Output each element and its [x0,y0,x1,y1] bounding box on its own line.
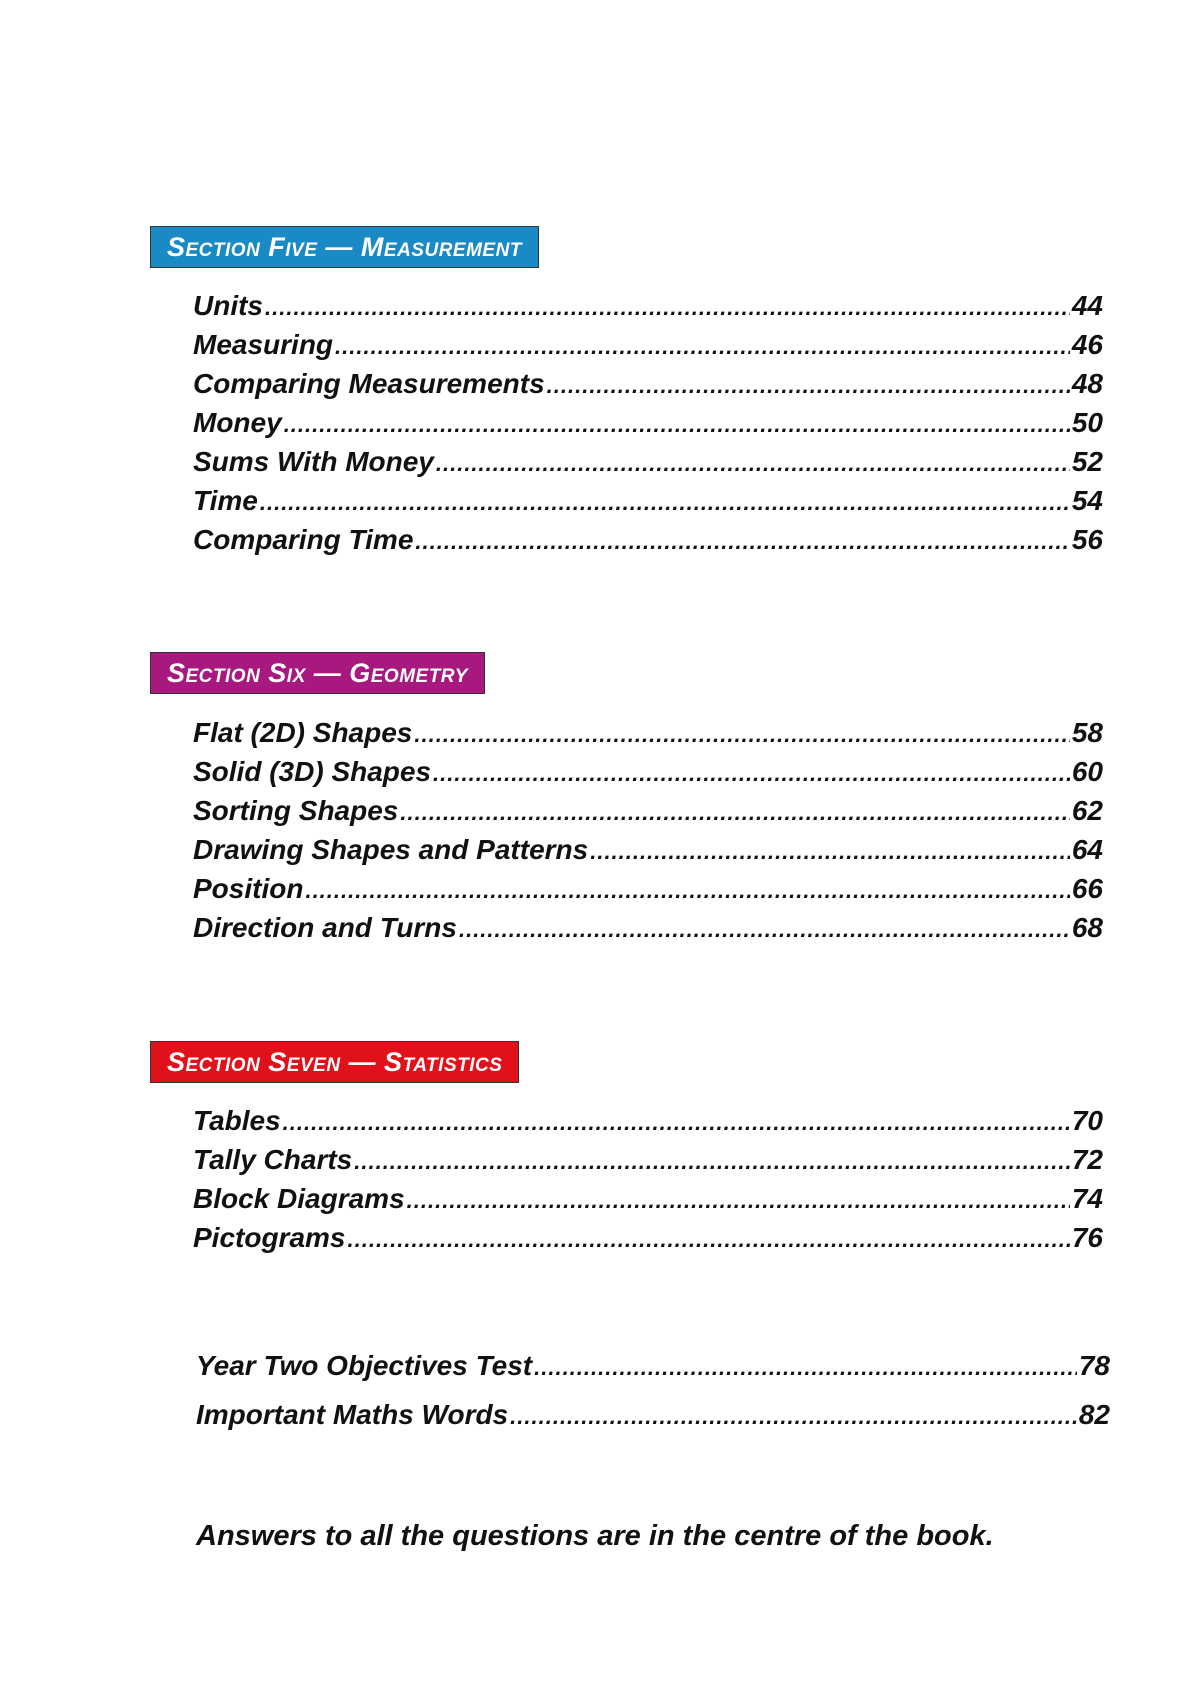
toc-entry[interactable] [193,834,1103,873]
entry-page: 50 [1071,407,1103,438]
dot-leader [400,800,1069,826]
entry-title: Drawing Shapes and Patterns [193,834,589,865]
section-six-header: Section Six — Geometry [150,652,485,694]
entry-title: Position [193,873,304,904]
entry-page: 60 [1071,756,1103,787]
toc-entry[interactable] [193,524,1103,563]
entry-page: 64 [1071,834,1103,865]
entry-title: Direction and Turns [193,912,457,943]
entry-title: Solid (3D) Shapes [193,756,432,787]
dot-leader [335,334,1070,360]
dot-leader [265,295,1070,321]
entry-title: Comparing Time [193,524,414,555]
entry-title: Units [193,290,263,321]
toc-entry[interactable] [193,912,1103,951]
toc-entry[interactable] [193,795,1103,834]
section-six-list [193,717,1103,951]
entry-title: Time [193,485,258,516]
extras-list [196,1350,1110,1448]
entry-page: 70 [1071,1105,1103,1136]
dot-leader [260,490,1070,516]
entry-page: 44 [1071,290,1103,321]
toc-entry[interactable] [193,717,1103,756]
toc-entry[interactable] [193,1144,1103,1183]
section-five-list [193,290,1103,563]
entry-title: Year Two Objectives Test [196,1350,533,1381]
section-seven-list [193,1105,1103,1261]
entry-page: 74 [1071,1183,1103,1214]
entry-page: 46 [1071,329,1103,360]
entry-page: 54 [1071,485,1103,516]
entry-title: Comparing Measurements [193,368,545,399]
dot-leader [407,1188,1070,1214]
dot-leader [414,722,1069,748]
answers-note: Answers to all the questions are in the centre of the book. [196,1520,994,1552]
entry-title: Tables [193,1105,281,1136]
toc-entry[interactable] [193,756,1103,795]
dot-leader [590,839,1070,865]
entry-page: 58 [1071,717,1103,748]
entry-page: 66 [1071,873,1103,904]
entry-title: Block Diagrams [193,1183,405,1214]
entry-title: Pictograms [193,1222,346,1253]
toc-entry[interactable] [196,1399,1110,1448]
dot-leader [354,1149,1070,1175]
entry-page: 68 [1071,912,1103,943]
entry-page: 82 [1078,1399,1110,1430]
toc-entry[interactable] [193,1105,1103,1144]
dot-leader [283,1110,1070,1136]
dot-leader [415,529,1069,555]
entry-title: Tally Charts [193,1144,353,1175]
entry-page: 62 [1071,795,1103,826]
toc-entry[interactable] [193,1183,1103,1222]
dot-leader [436,451,1070,477]
dot-leader [547,373,1070,399]
entry-title: Money [193,407,282,438]
dot-leader [348,1227,1070,1253]
dot-leader [510,1404,1077,1430]
toc-entry[interactable] [193,368,1103,407]
entry-title: Sorting Shapes [193,795,399,826]
toc-entry[interactable] [193,1222,1103,1261]
toc-entry[interactable] [193,485,1103,524]
toc-entry[interactable] [193,329,1103,368]
entry-page: 72 [1071,1144,1103,1175]
entry-page: 78 [1078,1350,1110,1381]
dot-leader [305,878,1069,904]
toc-entry[interactable] [196,1350,1110,1399]
dot-leader [433,761,1070,787]
entry-page: 56 [1071,524,1103,555]
entry-title: Measuring [193,329,334,360]
section-seven-header: Section Seven — Statistics [150,1041,519,1083]
entry-title: Important Maths Words [196,1399,509,1430]
toc-entry[interactable] [193,446,1103,485]
entry-page: 52 [1071,446,1103,477]
dot-leader [459,917,1070,943]
toc-entry[interactable] [193,407,1103,446]
toc-entry[interactable] [193,873,1103,912]
dot-leader [284,412,1070,438]
section-five-header: Section Five — Measurement [150,226,539,268]
dot-leader [534,1355,1077,1381]
entry-title: Sums With Money [193,446,434,477]
toc-entry[interactable] [193,290,1103,329]
entry-title: Flat (2D) Shapes [193,717,413,748]
entry-page: 76 [1071,1222,1103,1253]
entry-page: 48 [1071,368,1103,399]
